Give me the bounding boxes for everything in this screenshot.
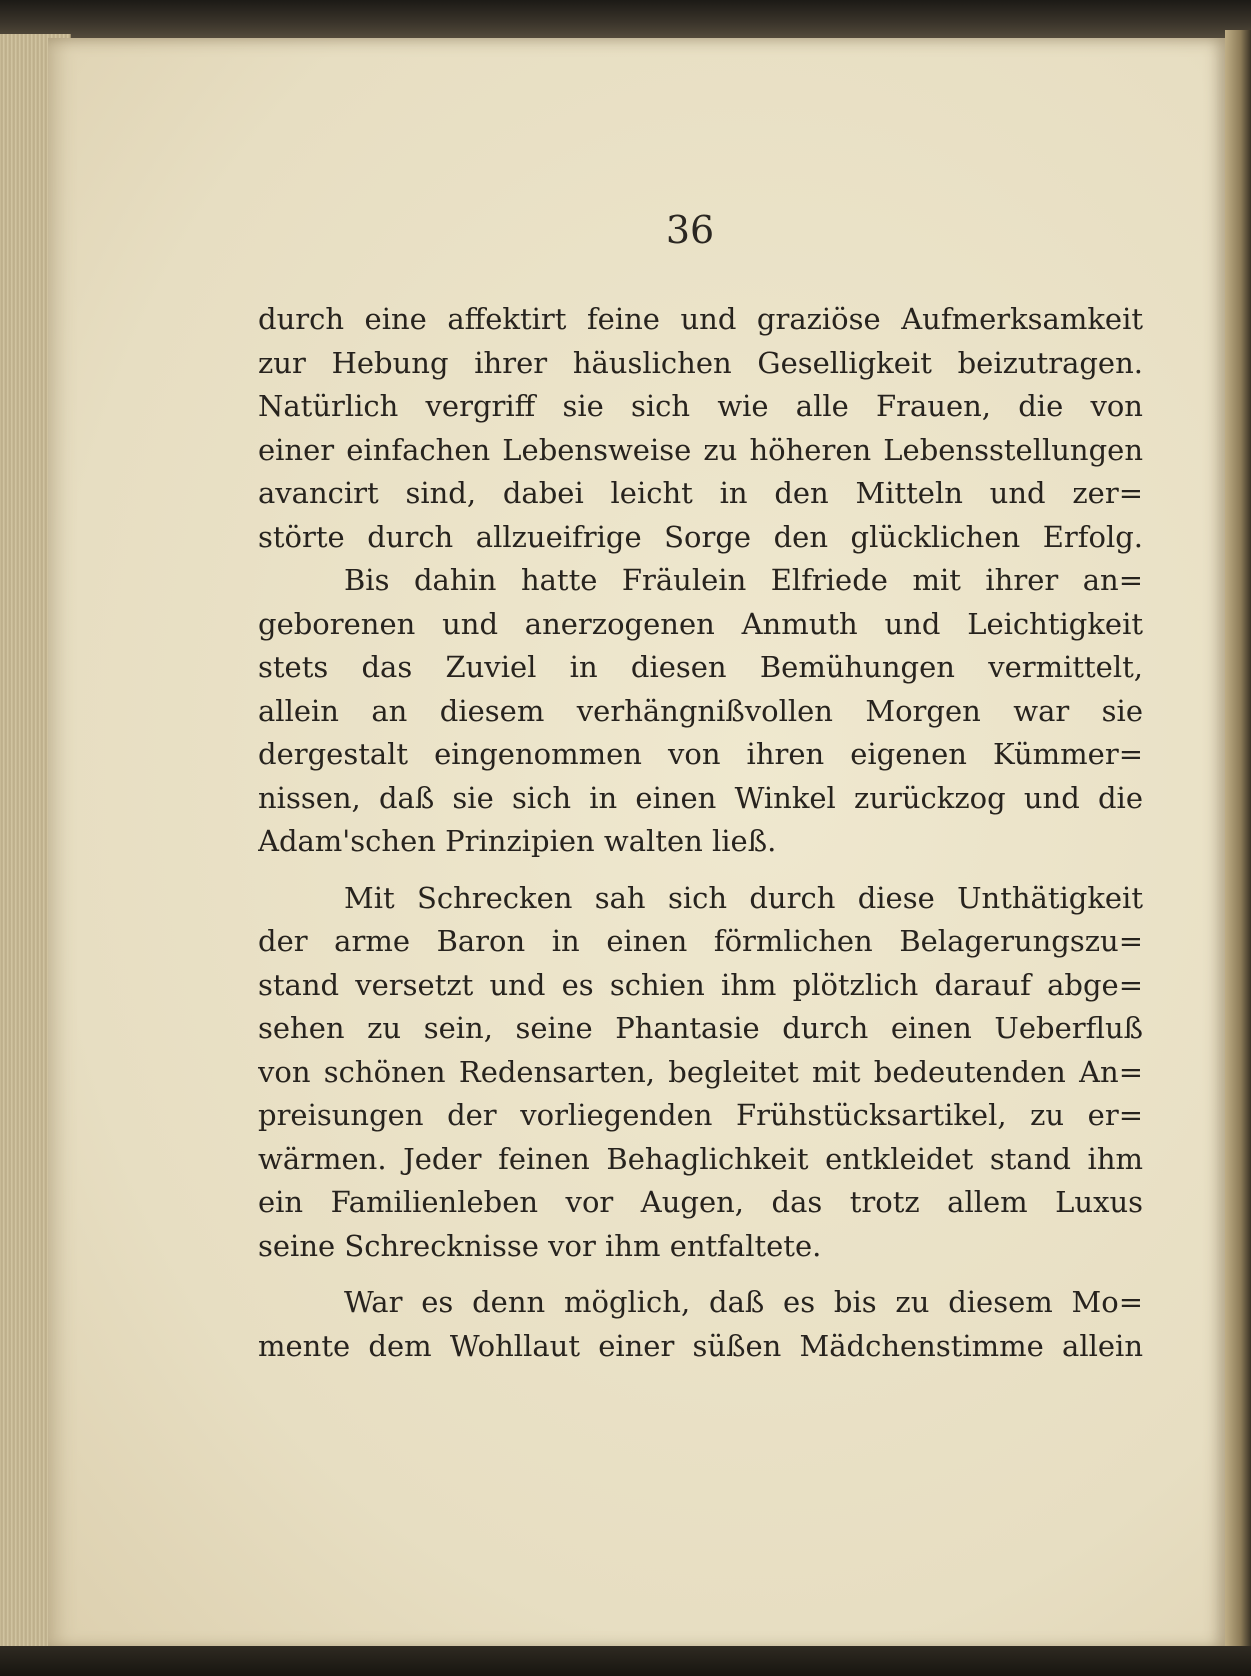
text-line: geborenen und anerzogenen Anmuth und Leichtigkeit (258, 606, 1143, 641)
book-binding-top (0, 0, 1251, 42)
text-line: durch eine affektirt feine und graziöse Aufmerksamkeit (258, 302, 1143, 336)
text-line: Mit Schrecken sah sich durch diese Unthätigkeit (344, 880, 1143, 915)
book-binding-bottom (0, 1646, 1251, 1676)
text-line: mente dem Wohllaut einer süßen Mädchenstimme allein (258, 1328, 1143, 1363)
paragraph (258, 559, 1143, 864)
text-line: nissen, daß sie sich in einen Winkel zurückzog und die (258, 780, 1143, 815)
text-line: Adam'schen Prinzipien walten ließ. (258, 824, 777, 858)
text-line: seine Schrecknisse vor ihm entfaltete. (258, 1228, 822, 1263)
text-line: von schönen Redensarten, begleitet mit bedeutenden An= (258, 1054, 1143, 1089)
text-line: ein Familienleben vor Augen, das trotz allem Luxus (258, 1185, 1143, 1219)
paragraph (258, 298, 1143, 559)
page-number: 36 (665, 208, 715, 252)
paragraph (258, 1281, 1143, 1368)
text-line: War es denn möglich, daß es bis zu diesem Mo= (344, 1285, 1143, 1319)
text-line: störte durch allzueifrige Sorge den glücklichen Erfolg. (258, 519, 1143, 554)
text-line: dergestalt eingenommen von ihren eigenen Kümmer= (258, 737, 1143, 771)
body-text (258, 298, 1143, 1368)
text-line: stand versetzt und es schien ihm plötzlich darauf abge= (258, 967, 1143, 1002)
text-line: stets das Zuviel in diesen Bemühungen vermittelt, (258, 650, 1143, 684)
text-line: zur Hebung ihrer häuslichen Geselligkeit beizutragen. (258, 345, 1143, 380)
text-line: sehen zu sein, seine Phantasie durch einen Ueberfluß (258, 1011, 1143, 1045)
text-line: der arme Baron in einen förmlichen Belagerungszu= (258, 924, 1143, 958)
paragraph (258, 877, 1143, 1269)
page-edge-right (1225, 30, 1251, 1660)
text-line: allein an diesem verhängnißvollen Morgen war sie (258, 693, 1143, 728)
text-line: Bis dahin hatte Fräulein Elfriede mit ihrer an= (344, 563, 1143, 597)
text-line: wärmen. Jeder feinen Behaglichkeit entkleidet stand ihm (258, 1141, 1143, 1176)
text-line: avancirt sind, dabei leicht in den Mitteln und zer= (258, 476, 1143, 510)
text-line: preisungen der vorliegenden Frühstücksartikel, zu er= (258, 1098, 1143, 1132)
text-line: einer einfachen Lebensweise zu höheren Lebensstellungen (258, 432, 1143, 467)
text-line: Natürlich vergriff sie sich wie alle Frauen, die von (258, 389, 1143, 423)
